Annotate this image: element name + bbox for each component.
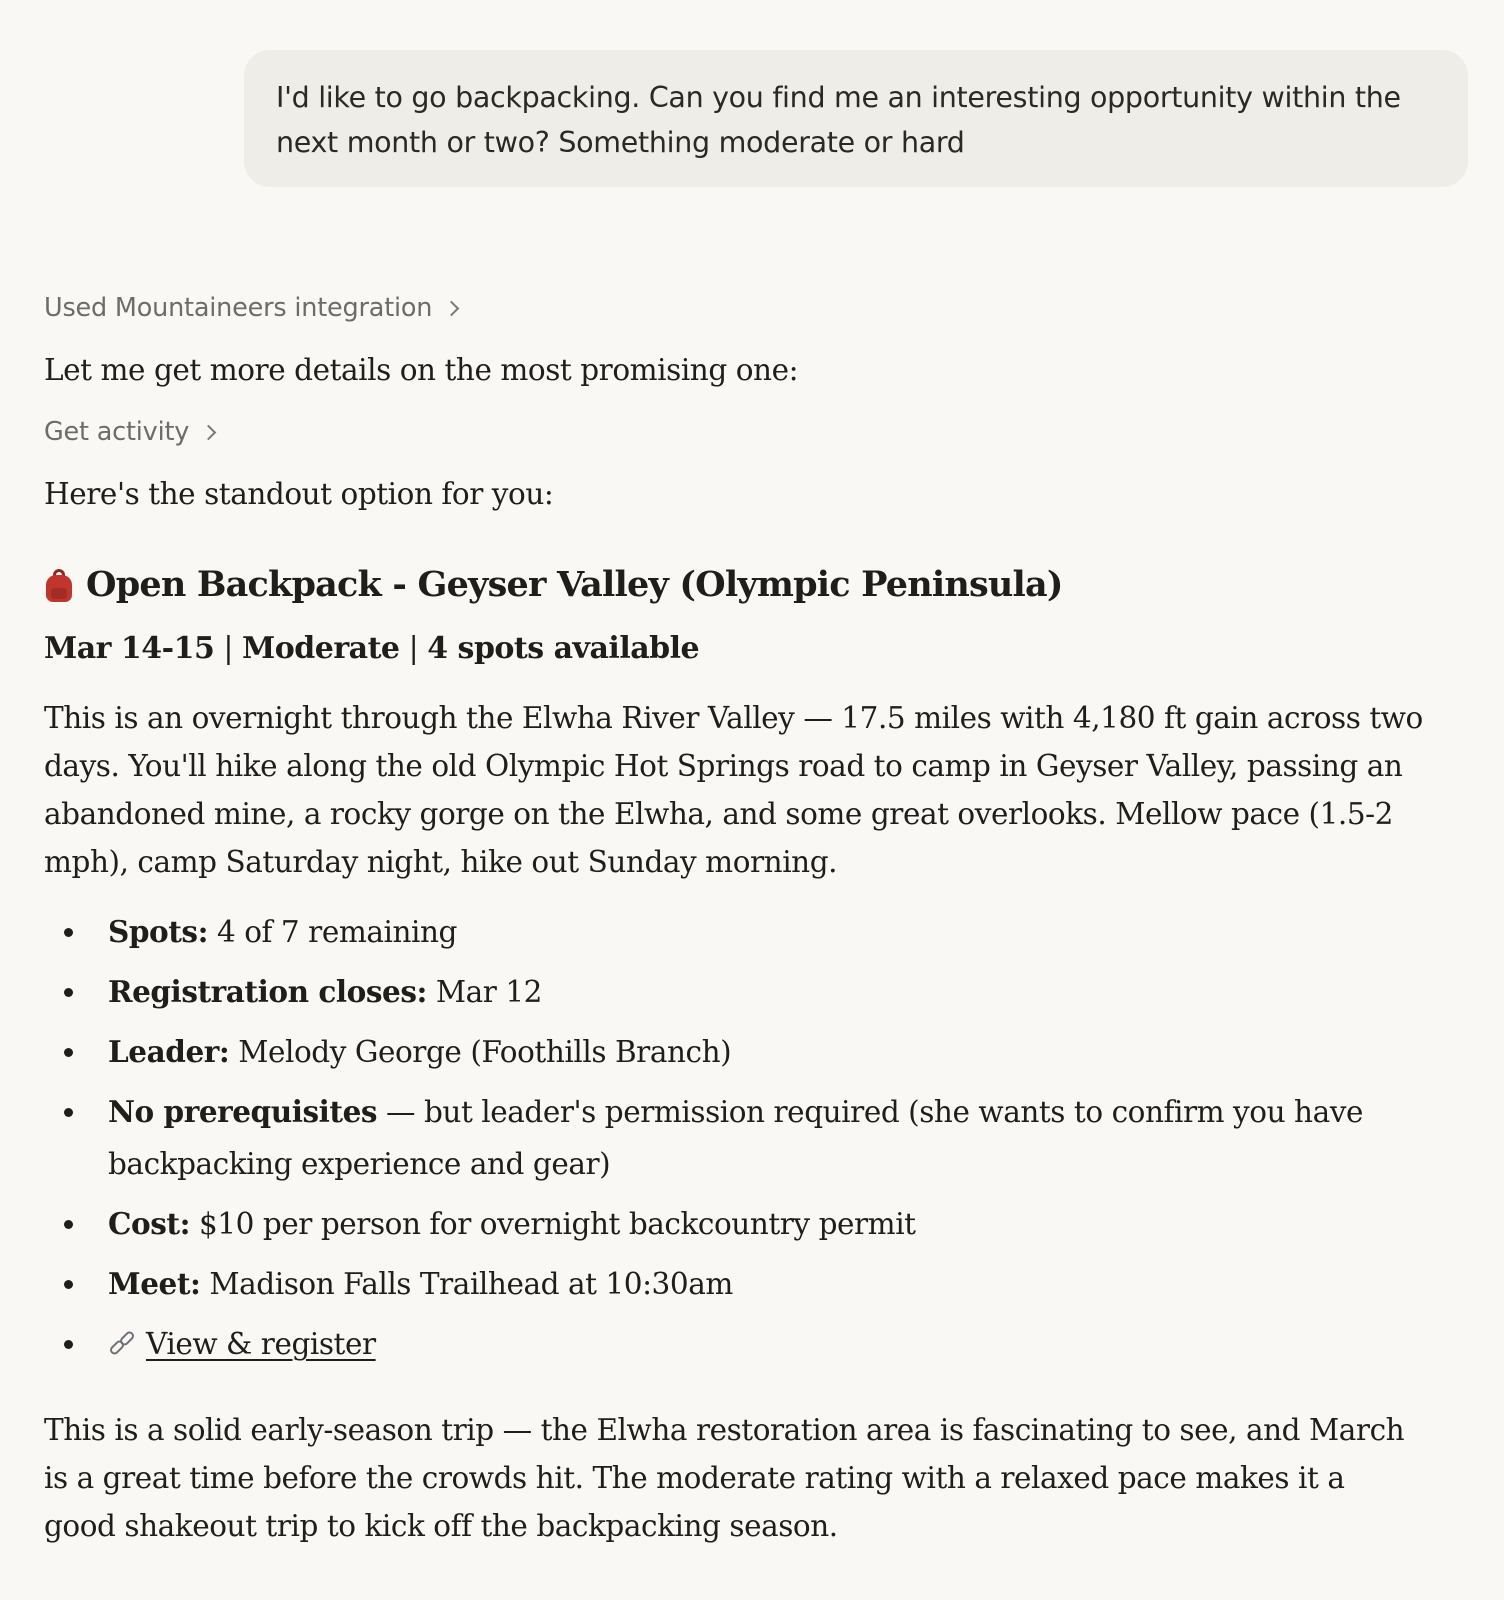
tool-use-mountaineers-integration[interactable] [44, 286, 1464, 330]
detail-value: 4 of 7 remaining [208, 915, 457, 949]
backpack-icon [44, 568, 74, 602]
meta-separator: | [223, 631, 233, 666]
detail-item-spots [44, 906, 1428, 958]
meta-separator: | [408, 631, 419, 666]
detail-item-meet [44, 1258, 1428, 1310]
activity-title: Open Backpack - Geyser Valley (Olympic Peninsula) [86, 564, 1063, 605]
intro-text-2: Here's the standout option for you: [44, 477, 554, 511]
detail-value: Madison Falls Trailhead at 10:30am [200, 1267, 733, 1301]
detail-label: Registration closes: [108, 974, 427, 1009]
activity-details-list [44, 906, 1464, 1370]
link-icon [108, 1329, 138, 1359]
detail-value: — but leader's permission required (she wants to confirm you have backpacking experience and gear) [108, 1095, 1363, 1181]
detail-label: No prerequisites [108, 1094, 378, 1129]
detail-item-registration-closes [44, 966, 1428, 1018]
detail-label: Leader: [108, 1034, 230, 1069]
detail-item-cost [44, 1198, 1428, 1250]
detail-value: $10 per person for overnight backcountry permit [190, 1207, 916, 1241]
user-message-text: I'd like to go backpacking. Can you find me an interesting opportunity within the next month or two? Something moderate or hard [276, 81, 1401, 159]
closing-text: This is a solid early-season trip — the Elwha restoration area is fascinating to see, and March is a great time before the crowds hit. The moderate rating with a relaxed pace makes it a good shakeout trip to kick off the backpacking season. [44, 1413, 1405, 1543]
activity-meta [44, 626, 1464, 672]
activity-spots-summary: 4 spots available [427, 631, 700, 666]
detail-label: Spots: [108, 914, 209, 949]
user-message-bubble [244, 50, 1468, 187]
tool-use-label: Used Mountaineers integration [44, 293, 433, 323]
activity-heading [44, 560, 1464, 610]
detail-label: Cost: [108, 1206, 191, 1241]
assistant-response [44, 286, 1464, 1550]
chevron-right-icon [201, 425, 217, 441]
detail-item-register-link [44, 1318, 1428, 1370]
chevron-right-icon [444, 301, 460, 317]
detail-value: Melody George (Foothills Branch) [229, 1035, 732, 1069]
tool-use-label: Get activity [44, 417, 190, 447]
view-and-register-link[interactable]: View & register [146, 1327, 376, 1361]
detail-item-prerequisites [44, 1086, 1428, 1190]
activity-difficulty: Moderate [242, 631, 400, 666]
activity-dates: Mar 14-15 [44, 631, 215, 666]
detail-value: Mar 12 [426, 975, 543, 1009]
tool-use-get-activity[interactable] [44, 410, 1464, 454]
intro-text-1: Let me get more details on the most promising one: [44, 353, 799, 387]
detail-label: Meet: [108, 1266, 201, 1301]
activity-description: This is an overnight through the Elwha River Valley — 17.5 miles with 4,180 ft gain across two days. You'll hike along the old Olympic Hot Springs road to camp in Geyser Valley, passing an abandoned mine, a rocky gorge on the Elwha, and some great overlooks. Mellow pace (1.5-2 mph), camp Saturday night, hike out Sunday morning. [44, 701, 1423, 879]
detail-item-leader [44, 1026, 1428, 1078]
